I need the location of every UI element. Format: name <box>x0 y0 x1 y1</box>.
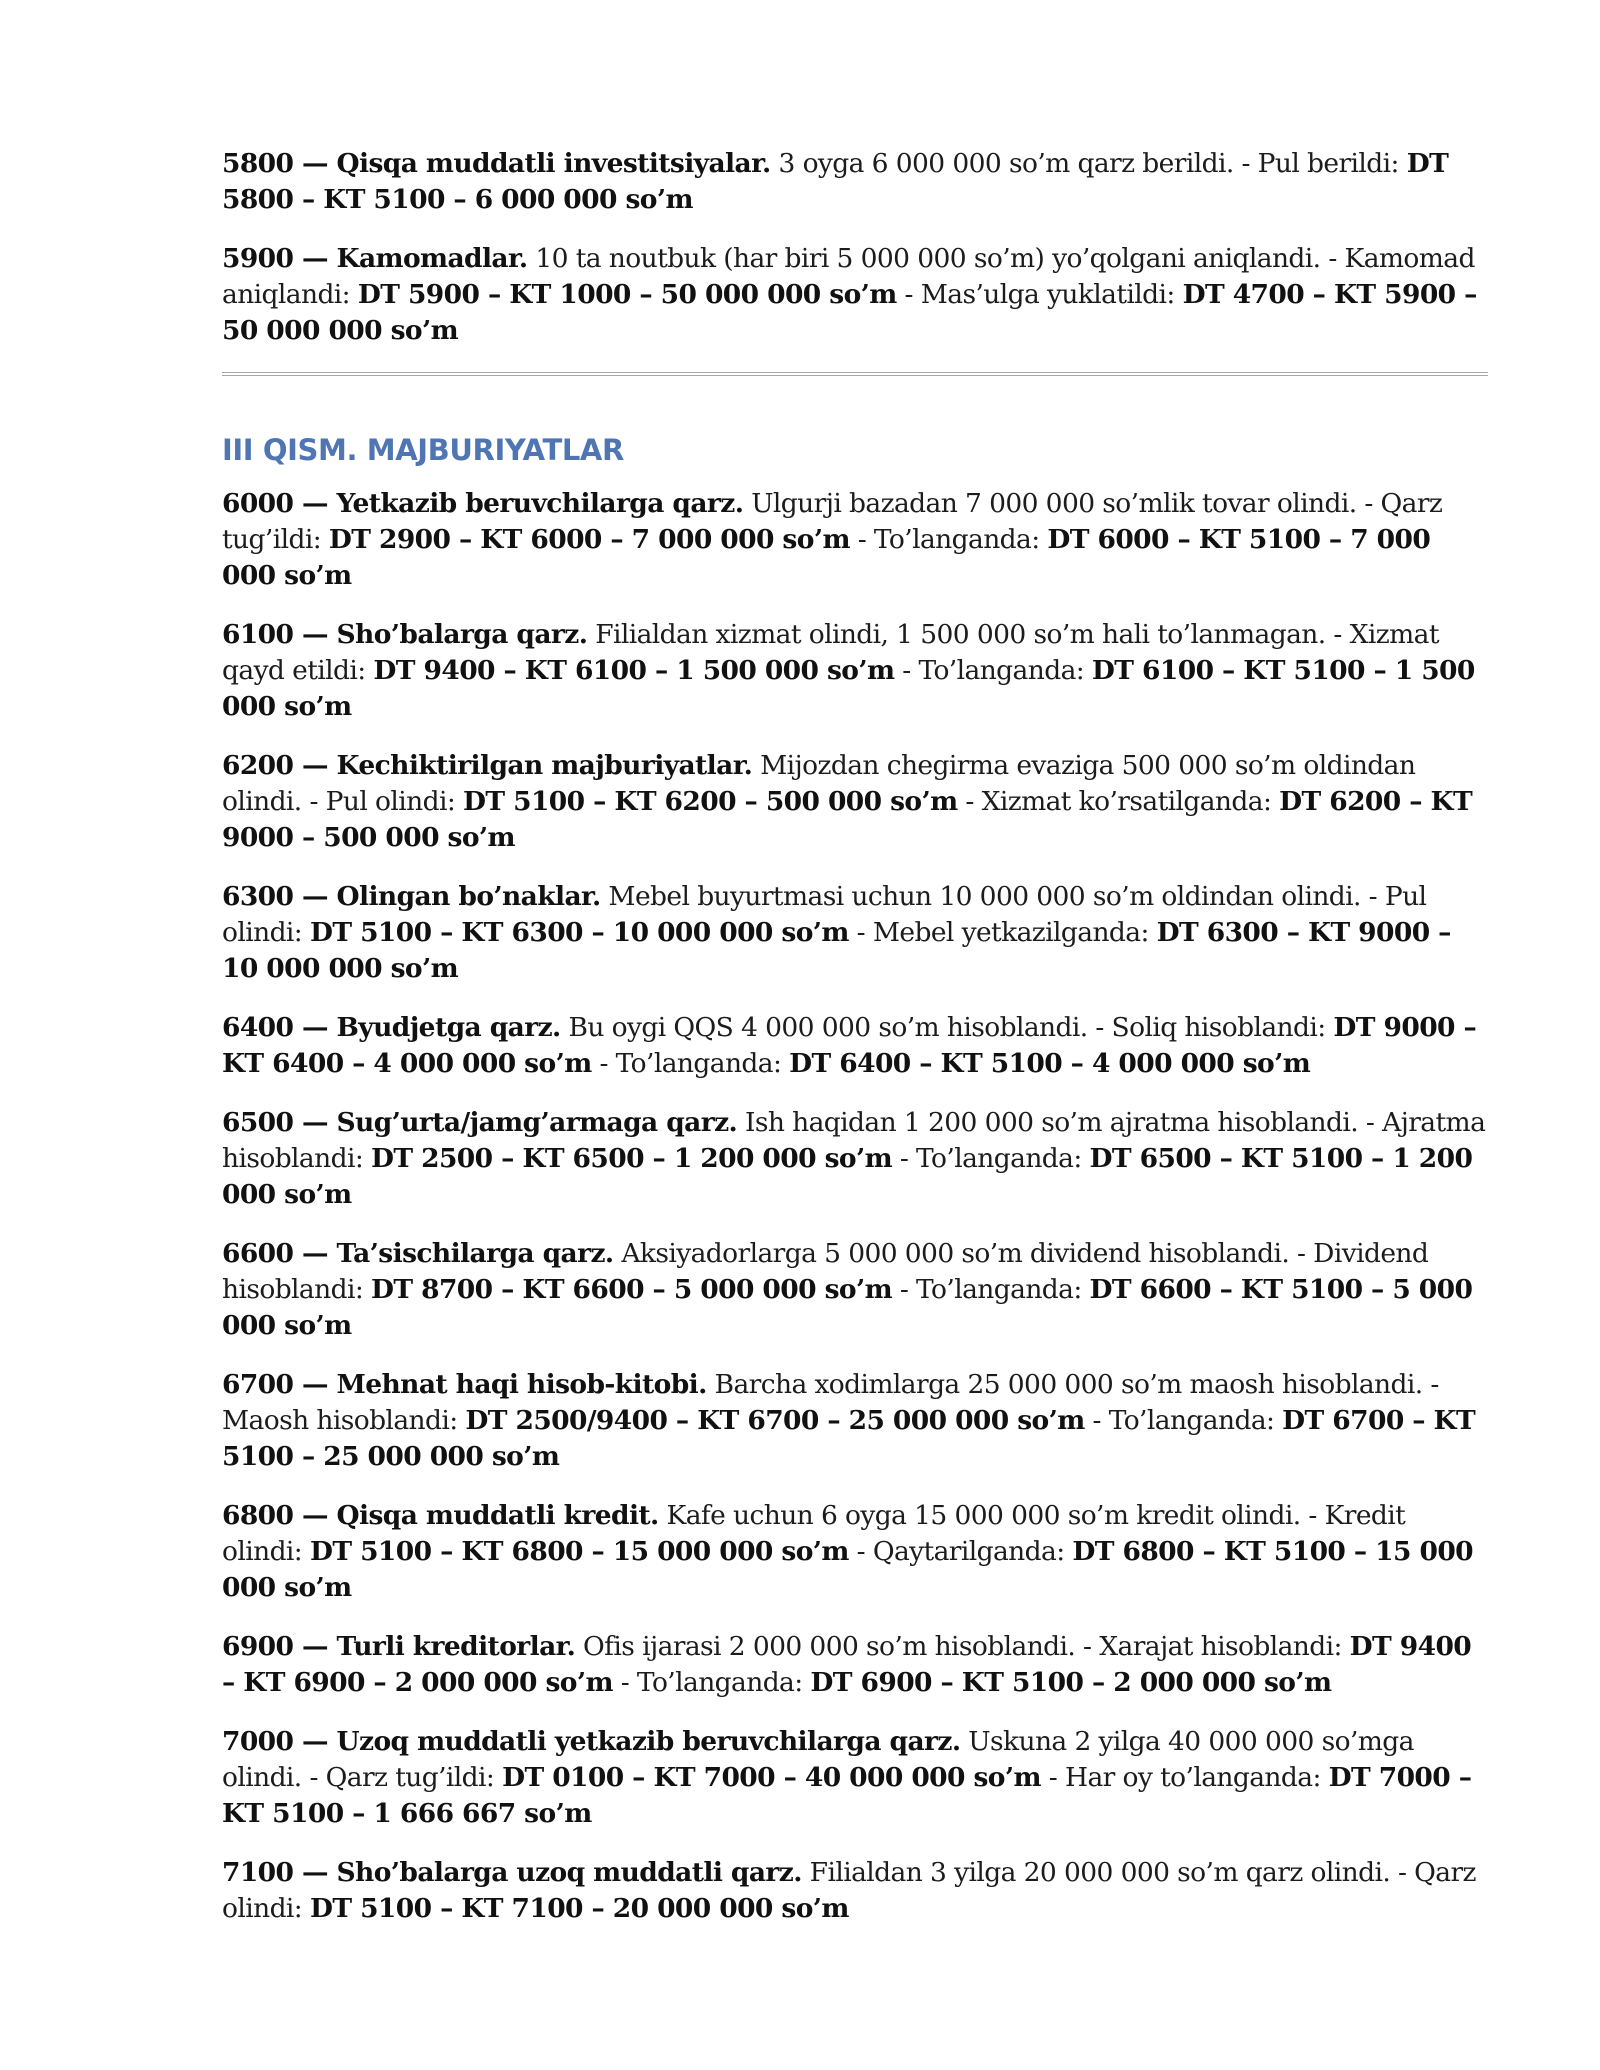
transaction-posting: DT 5100 – KT 6200 – 500 000 so’m <box>463 786 958 817</box>
entry-connector: - To’langanda: <box>894 655 1092 686</box>
account-entry-6300 <box>222 879 1488 987</box>
account-entry-6900 <box>222 1629 1488 1701</box>
account-code-title: 6500 — Sug’urta/jamg’armaga qarz. <box>222 1107 738 1138</box>
entry-connector: - Mebel yetkazilganda: <box>848 917 1157 948</box>
account-entry-6400 <box>222 1010 1488 1082</box>
entry-connector: - To’langanda: <box>1084 1405 1283 1436</box>
account-code-title: 6600 — Ta’sischilarga qarz. <box>222 1238 614 1269</box>
transaction-posting: DT 2500/9400 – KT 6700 – 25 000 000 so’m <box>465 1405 1085 1436</box>
transaction-posting: DT 6300 – KT 9000 – 10 000 000 so’m <box>222 917 1451 984</box>
account-code-title: 6000 — Yetkazib beruvchilarga qarz. <box>222 488 744 519</box>
section-heading: III QISM. MAJBURIYATLAR <box>222 433 624 467</box>
entry-connector: - Xizmat ko’rsatilganda: <box>957 786 1280 817</box>
entry-connector: - To’langanda: <box>849 524 1048 555</box>
account-entry-7000 <box>222 1724 1488 1832</box>
transaction-posting: DT 6400 – KT 5100 – 4 000 000 so’m <box>789 1048 1311 1079</box>
transaction-posting: DT 6100 – KT 5100 – 1 500 000 so’m <box>222 655 1475 722</box>
document-page <box>222 146 1488 1950</box>
entry-connector: - To’langanda: <box>591 1048 790 1079</box>
entry-description: Ish haqidan 1 200 000 so’m ajratma hisoblandi. - Ajratma hisoblandi: <box>222 1107 1486 1174</box>
entry-description: Ulgurji bazadan 7 000 000 so’mlik tovar olindi. - Qarz tug’ildi: <box>222 488 1443 555</box>
transaction-posting: DT 5800 – KT 5100 – 6 000 000 so’m <box>222 148 1449 215</box>
transaction-posting: DT 5900 – KT 1000 – 50 000 000 so’m <box>357 279 897 310</box>
entry-connector: - To’langanda: <box>892 1143 1090 1174</box>
account-entry-6800 <box>222 1498 1488 1606</box>
horizontal-divider <box>222 372 1488 376</box>
transaction-posting: DT 5100 – KT 7100 – 20 000 000 so’m <box>309 1893 849 1924</box>
account-entry-6200 <box>222 748 1488 856</box>
account-entry-5900 <box>222 241 1488 349</box>
entry-connector: - Har oy to’langanda: <box>1040 1762 1329 1793</box>
account-code-title: 6200 — Kechiktirilgan majburiyatlar. <box>222 750 753 781</box>
transaction-posting: DT 6000 – KT 5100 – 7 000 000 so’m <box>222 524 1431 591</box>
transaction-posting: DT 5100 – KT 6800 – 15 000 000 so’m <box>309 1536 849 1567</box>
entry-description: Ofis ijarasi 2 000 000 so’m hisoblandi. - Xarajat hisoblandi: <box>575 1631 1350 1662</box>
transaction-posting: DT 7000 – KT 5100 – 1 666 667 so’m <box>222 1762 1472 1829</box>
account-code-title: 6100 — Sho’balarga qarz. <box>222 619 588 650</box>
transaction-posting: DT 8700 – KT 6600 – 5 000 000 so’m <box>371 1274 893 1305</box>
account-entry-7100 <box>222 1855 1488 1927</box>
transaction-posting: DT 6500 – KT 5100 – 1 200 000 so’m <box>222 1143 1473 1210</box>
entry-description: Aksiyadorlarga 5 000 000 so’m dividend hisoblandi. - Dividend hisoblandi: <box>222 1238 1429 1305</box>
account-code-title: 6400 — Byudjetga qarz. <box>222 1012 561 1043</box>
transaction-posting: DT 0100 – KT 7000 – 40 000 000 so’m <box>502 1762 1041 1793</box>
entry-description: Mijozdan chegirma evaziga 500 000 so’m oldindan olindi. - Pul olindi: <box>222 750 1416 817</box>
entry-description: 10 ta noutbuk (har biri 5 000 000 so’m) yo’qolgani aniqlandi. - Kamomad aniqlandi: <box>222 243 1475 310</box>
account-entry-6600 <box>222 1236 1488 1344</box>
transaction-posting: DT 9400 – KT 6900 – 2 000 000 so’m <box>222 1631 1472 1698</box>
entry-description: 3 oyga 6 000 000 so’m qarz berildi. - Pul berildi: <box>770 148 1407 179</box>
entry-connector: - To’langanda: <box>612 1667 811 1698</box>
transaction-posting: DT 2900 – KT 6000 – 7 000 000 so’m <box>328 524 850 555</box>
account-code-title: 5900 — Kamomadlar. <box>222 243 528 274</box>
entry-description: Filialdan 3 yilga 20 000 000 so’m qarz olindi. - Qarz olindi: <box>222 1857 1476 1924</box>
transaction-posting: DT 5100 – KT 6300 – 10 000 000 so’m <box>309 917 849 948</box>
account-entry-6100 <box>222 617 1488 725</box>
transaction-posting: DT 6800 – KT 5100 – 15 000 000 so’m <box>222 1536 1473 1603</box>
account-code-title: 6700 — Mehnat haqi hisob-kitobi. <box>222 1369 707 1400</box>
account-entry-5800 <box>222 146 1488 218</box>
entry-connector: - Qaytarilganda: <box>848 1536 1073 1567</box>
account-entry-6700 <box>222 1367 1488 1475</box>
transaction-posting: DT 6200 – KT 9000 – 500 000 so’m <box>222 786 1473 853</box>
entry-description: Kafe uchun 6 oyga 15 000 000 so’m kredit olindi. - Kredit olindi: <box>222 1500 1406 1567</box>
transaction-posting: DT 9000 – KT 6400 – 4 000 000 so’m <box>222 1012 1477 1079</box>
entry-description: Mebel buyurtmasi uchun 10 000 000 so’m oldindan olindi. - Pul olindi: <box>222 881 1427 948</box>
account-entry-6500 <box>222 1105 1488 1213</box>
transaction-posting: DT 6600 – KT 5100 – 5 000 000 so’m <box>222 1274 1473 1341</box>
entry-description: Uskuna 2 yilga 40 000 000 so’mga olindi. - Qarz tug’ildi: <box>222 1726 1414 1793</box>
account-code-title: 5800 — Qisqa muddatli investitsiyalar. <box>222 148 771 179</box>
entry-description: Barcha xodimlarga 25 000 000 so’m maosh hisoblandi. - Maosh hisoblandi: <box>222 1369 1439 1436</box>
transaction-posting: DT 6900 – KT 5100 – 2 000 000 so’m <box>810 1667 1332 1698</box>
account-entry-6000 <box>222 486 1488 594</box>
account-code-title: 7000 — Uzoq muddatli yetkazib beruvchilarga qarz. <box>222 1726 961 1757</box>
account-code-title: 6300 — Olingan bo’naklar. <box>222 881 601 912</box>
account-code-title: 7100 — Sho’balarga uzoq muddatli qarz. <box>222 1857 802 1888</box>
account-code-title: 6900 — Turli kreditorlar. <box>222 1631 576 1662</box>
transaction-posting: DT 9400 – KT 6100 – 1 500 000 so’m <box>373 655 895 686</box>
entry-description: Bu oygi QQS 4 000 000 so’m hisoblandi. - Soliq hisoblandi: <box>560 1012 1334 1043</box>
entry-connector: - To’langanda: <box>892 1274 1090 1305</box>
account-code-title: 6800 — Qisqa muddatli kredit. <box>222 1500 659 1531</box>
transaction-posting: DT 6700 – KT 5100 – 25 000 000 so’m <box>222 1405 1476 1472</box>
transaction-posting: DT 4700 – KT 5900 – 50 000 000 so’m <box>222 279 1477 346</box>
transaction-posting: DT 2500 – KT 6500 – 1 200 000 so’m <box>371 1143 893 1174</box>
entry-description: Filialdan xizmat olindi, 1 500 000 so’m hali to’lanmagan. - Xizmat qayd etildi: <box>222 619 1439 686</box>
entry-connector: - Mas’ulga yuklatildi: <box>896 279 1183 310</box>
